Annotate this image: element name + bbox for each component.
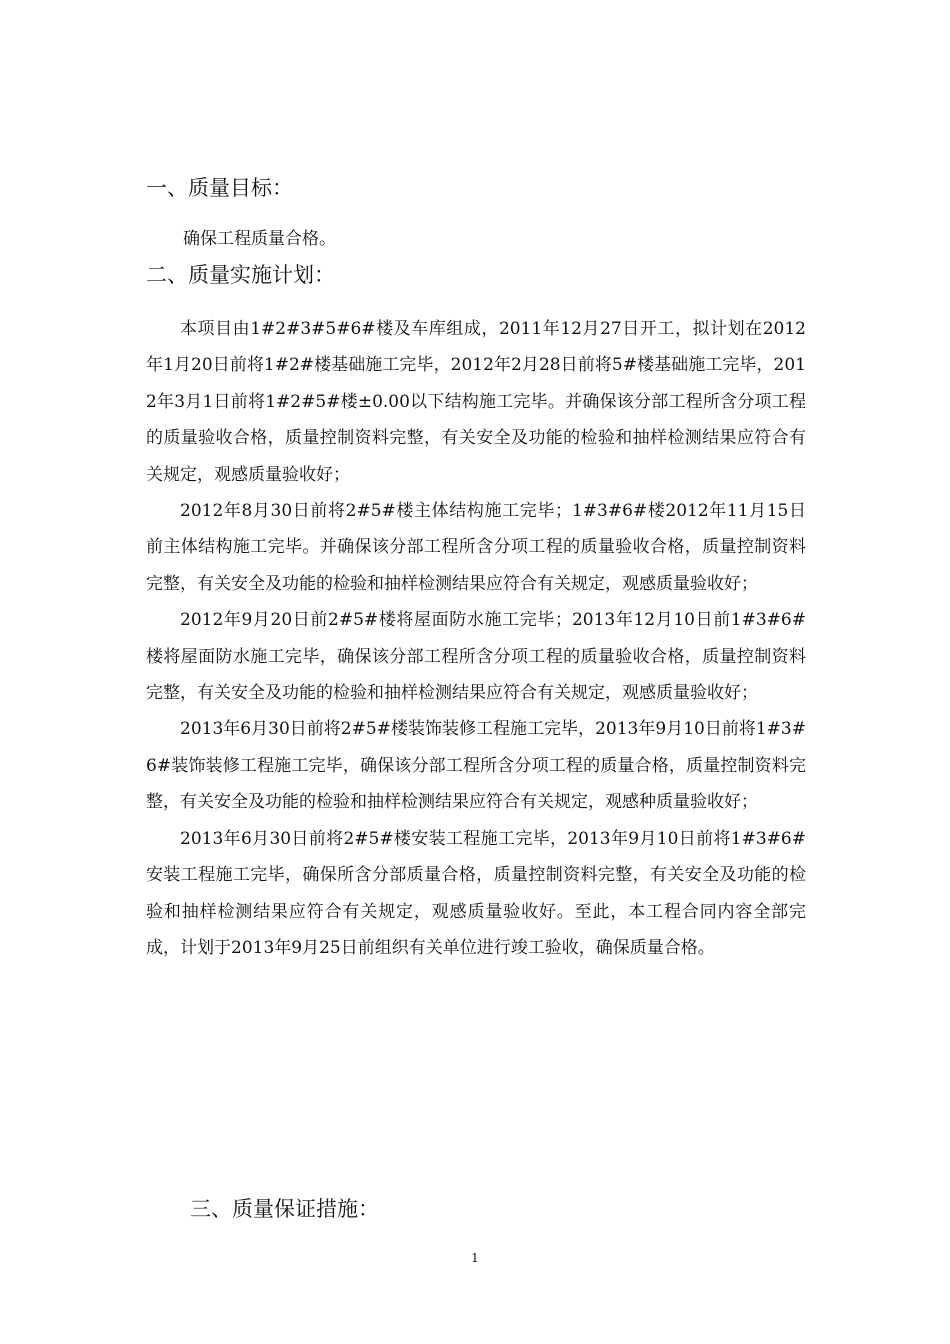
page-number: 1: [471, 1251, 479, 1265]
quality-plan-body: [146, 311, 806, 966]
plan-paragraph-main-structure: 2012年8月30日前将2#5#楼主体结构施工完毕；1#3#6#楼2012年11月15日前主体结构施工完毕。并确保该分部工程所含分项工程的质量验收合格，质量控制资料完整，有关安全及功能的检验和抽样检测结果应符合有关规定，观感质量验收好；: [146, 501, 806, 594]
plan-paragraph-roof-waterproofing: 2012年9月20日前2#5#楼将屋面防水施工完毕；2013年12月10日前1#3#6#楼将屋面防水施工完毕，确保该分部工程所含分项工程的质量验收合格，质量控制资料完整，有关安全及功能的检验和抽样检测结果应符合有关规定，观感质量验收好；: [146, 610, 806, 704]
plan-paragraph-decoration: 2013年6月30日前将2#5#楼装饰装修工程施工完毕，2013年9月10日前将1#3#6#装饰装修工程施工完毕，确保该分部工程所含分项工程的质量合格，质量控制资料完整，有关安全及功能的检验和抽样检测结果应符合有关规定，观感种质量验收好；: [146, 719, 806, 813]
plan-paragraph-installation: 2013年6月30日前将2#5#楼安装工程施工完毕，2013年9月10日前将1#3#6#安装工程施工完毕，确保所含分部质量合格，质量控制资料完整，有关安全及功能的检验和抽样检测结果应符合有关规定，观感质量验收好。至此，本工程合同内容全部完成，计划于2013年9月25日前组织有关单位进行竣工验收，确保质量合格。: [146, 828, 806, 958]
plan-paragraph-foundation: 本项目由1#2#3#5#6#楼及车库组成，2011年12月27日开工，拟计划在2012年1月20日前将1#2#楼基础施工完毕，2012年2月28日前将5#楼基础施工完毕，2012年3月1日前将1#2#5#楼±0.00以下结构施工完毕。并确保该分部工程所含分项工程的质量验收合格，质量控制资料完整，有关安全及功能的检验和抽样检测结果应符合有关规定，观感质量验收好；: [146, 319, 806, 485]
section-heading-quality-goal: 一、质量目标：: [146, 176, 293, 200]
quality-goal-text: 确保工程质量合格。: [183, 229, 336, 249]
section-heading-quality-plan: 二、质量实施计划：: [146, 263, 335, 287]
section-heading-quality-assurance: 三、质量保证措施：: [190, 1197, 379, 1221]
